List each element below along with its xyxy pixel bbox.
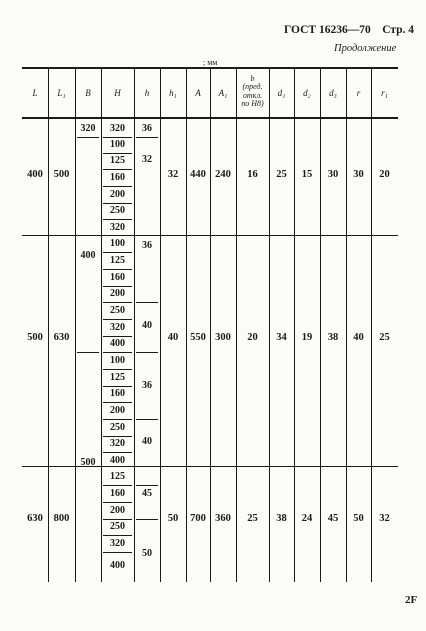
hcol-cell-rule — [136, 302, 158, 303]
h-cell-rule — [103, 386, 132, 387]
h-cell-rule — [103, 252, 132, 253]
col-sep — [48, 67, 49, 582]
cell-H: 320 — [110, 438, 125, 449]
cell-H: 250 — [110, 422, 125, 433]
cell-A: 550 — [190, 332, 206, 343]
col-sep — [186, 67, 187, 582]
col-header-b-note-3: по H8) — [241, 99, 264, 109]
cell-h: 40 — [142, 320, 152, 331]
units-label: ; мм — [203, 58, 218, 67]
h-cell-rule — [103, 436, 132, 437]
h-cell-rule — [103, 203, 132, 204]
h-cell-rule — [103, 519, 132, 520]
cell-r1: 25 — [379, 332, 390, 343]
col-sep — [236, 67, 237, 582]
b-cell-rule — [77, 352, 99, 353]
col-header-L1: L₁ — [57, 88, 66, 98]
doc-header — [284, 24, 414, 36]
cell-H: 320 — [110, 538, 125, 549]
h-cell-rule — [103, 535, 132, 536]
col-header-d3: d₃ — [329, 88, 337, 98]
hcol-cell-rule — [136, 137, 158, 138]
hcol-cell-rule — [136, 352, 158, 353]
cell-H: 250 — [110, 521, 125, 532]
col-sep — [294, 67, 295, 582]
cell-B: 400 — [80, 250, 96, 261]
cell-H: 125 — [110, 372, 125, 383]
h-cell-rule — [103, 485, 132, 486]
col-header-H: H — [114, 88, 121, 98]
cell-d1: 25 — [276, 169, 287, 180]
cell-L: 500 — [27, 332, 43, 343]
cell-d1: 34 — [276, 332, 287, 343]
h-cell-rule — [103, 552, 132, 553]
cell-h1: 40 — [167, 332, 179, 343]
cell-b: 16 — [247, 169, 258, 180]
cell-H: 160 — [110, 172, 125, 183]
h-cell-rule — [103, 452, 132, 453]
cell-h: 36 — [142, 240, 152, 251]
cell-d3: 30 — [327, 169, 339, 180]
col-header-d1: d₁ — [277, 88, 286, 98]
cell-B: 500 — [80, 457, 96, 468]
col-header-h: h — [144, 88, 150, 98]
cell-A: 700 — [190, 513, 206, 524]
cell-H: 250 — [110, 305, 125, 316]
cell-d1: 38 — [276, 513, 287, 524]
col-sep — [160, 67, 161, 582]
cell-h: 40 — [142, 436, 152, 447]
cell-d2: 15 — [301, 169, 313, 180]
cell-r: 30 — [353, 169, 364, 180]
page-label: Стр. 4 — [382, 24, 415, 36]
col-header-r: r — [356, 88, 361, 98]
cell-H: 100 — [110, 355, 125, 366]
cell-d2: 19 — [301, 332, 313, 343]
cell-r1: 20 — [379, 169, 390, 180]
b-cell-rule — [77, 137, 99, 138]
h-cell-rule — [103, 219, 132, 220]
cell-A1: 240 — [215, 169, 231, 180]
h-cell-rule — [103, 169, 132, 170]
h-cell-rule — [103, 352, 132, 353]
h-cell-rule — [103, 419, 132, 420]
col-header-B: B — [85, 88, 91, 98]
cell-B: 320 — [80, 123, 96, 134]
cell-H: 160 — [110, 388, 125, 399]
h-cell-rule — [103, 336, 132, 337]
col-header-A1: A₁ — [218, 88, 228, 98]
cell-b: 25 — [247, 513, 258, 524]
cell-H: 200 — [110, 505, 125, 516]
col-header-A: A — [195, 88, 201, 98]
cell-H: 200 — [110, 189, 125, 200]
cell-H: 100 — [110, 139, 125, 150]
cell-L: 630 — [27, 513, 43, 524]
units-value: мм — [207, 58, 218, 67]
col-header-r1: r₁ — [381, 88, 388, 98]
cell-h1: 50 — [167, 513, 179, 524]
col-sep — [320, 67, 321, 582]
col-header-b-note-2: откл. — [242, 90, 263, 100]
h-cell-rule — [103, 153, 132, 154]
cell-H: 400 — [110, 455, 125, 466]
cell-H: 400 — [110, 338, 125, 349]
h-cell-rule — [103, 402, 132, 403]
col-header-h1: h₁ — [169, 88, 177, 98]
cell-h: 36 — [142, 380, 152, 391]
cell-r1: 32 — [379, 513, 390, 524]
doc-number: ГОСТ 16236—70 — [284, 24, 371, 36]
page-number: 2F — [405, 594, 418, 606]
h-cell-rule — [103, 286, 132, 287]
continuation-label: Продолжение — [334, 43, 397, 54]
cell-h: 36 — [142, 123, 152, 134]
cell-H: 320 — [110, 123, 125, 134]
h-cell-rule — [103, 137, 132, 138]
cell-H: 320 — [110, 222, 125, 233]
col-header-L: L — [32, 88, 38, 98]
cell-H: 250 — [110, 205, 125, 216]
cell-L1: 800 — [53, 513, 70, 524]
cell-h: 45 — [142, 488, 152, 499]
cell-L1: 500 — [53, 169, 70, 180]
cell-H: 320 — [110, 322, 125, 333]
col-header-b-letter: b — [250, 74, 255, 83]
hcol-cell-rule — [136, 485, 158, 486]
cell-h: 50 — [142, 548, 152, 559]
h-cell-rule — [103, 319, 132, 320]
col-sep — [210, 67, 211, 582]
cell-d3: 45 — [327, 513, 339, 524]
col-sep — [346, 67, 347, 582]
hcol-cell-rule — [136, 519, 158, 520]
cell-A1: 300 — [215, 332, 231, 343]
cell-h: 32 — [142, 154, 152, 165]
col-header-b — [236, 75, 269, 109]
cell-r: 40 — [353, 332, 364, 343]
cell-r: 50 — [353, 513, 364, 524]
col-sep — [269, 67, 270, 582]
cell-A1: 360 — [215, 513, 231, 524]
h-cell-rule — [103, 269, 132, 270]
h-cell-rule — [103, 302, 132, 303]
cell-H: 125 — [110, 471, 125, 482]
cell-L1: 630 — [53, 332, 70, 343]
cell-H: 400 — [110, 560, 125, 571]
cell-H: 160 — [110, 272, 125, 283]
h-cell-rule — [103, 502, 132, 503]
hcol-cell-rule — [136, 419, 158, 420]
cell-H: 200 — [110, 288, 125, 299]
cell-H: 200 — [110, 405, 125, 416]
cell-L: 400 — [27, 169, 43, 180]
h-cell-rule — [103, 186, 132, 187]
col-sep — [75, 67, 76, 582]
cell-H: 125 — [110, 255, 125, 266]
cell-A: 440 — [190, 169, 206, 180]
cell-b: 20 — [247, 332, 258, 343]
cell-d2: 24 — [301, 513, 313, 524]
col-header-d2: d₂ — [303, 88, 311, 98]
cell-H: 125 — [110, 155, 125, 166]
cell-H: 160 — [110, 488, 125, 499]
cell-d3: 38 — [327, 332, 339, 343]
h-cell-rule — [103, 369, 132, 370]
cell-H: 100 — [110, 238, 125, 249]
col-sep — [371, 67, 372, 582]
cell-h1: 32 — [167, 169, 179, 180]
col-header-b-note-1: (пред. — [242, 82, 263, 92]
